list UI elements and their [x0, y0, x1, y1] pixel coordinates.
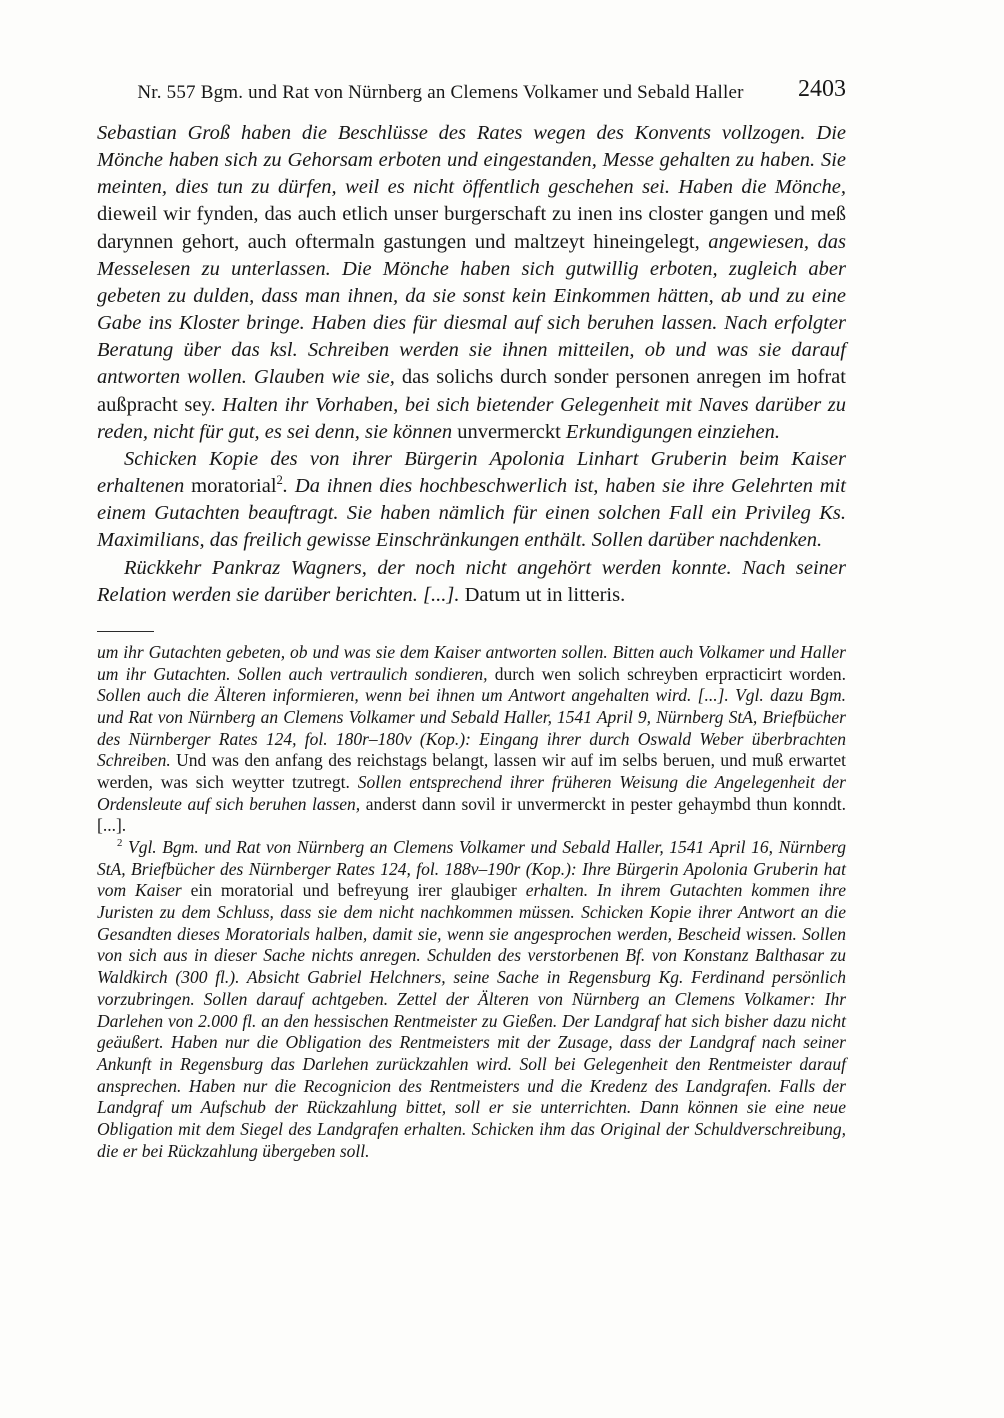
footnotes-block: [97, 642, 846, 1163]
footnote-separator: [97, 631, 154, 632]
body-paragraph: Sebastian Groß haben die Beschlüsse des Rates wegen des Konvents vollzogen. Die Mönche haben sich zu Gehorsam erboten und eingestanden, Messe gehalten zu haben. Sie meinten, dies tun zu dürfen, weil es nicht öffentlich geschehen sei. Haben die Mönche, dieweil wir fynden, das auch etlich unser burgerschaft zu inen ins closter gangen und meß darynnen gehort, auch oftermaln gastungen und maltzeyt hineingelegt, angewiesen, das Messelesen zu unterlassen. Die Mönche haben sich gutwillig erboten, zugleich aber gebeten zu dulden, dass man ihnen, da sie sonst kein Einkommen hätten, ab und zu eine Gabe ins Kloster bringe. Haben dies für diesmal auf sich beruhen lassen. Nach erfolgter Beratung über das ksl. Schreiben werden sie ihnen mitteilen, ob und was sie darauf antworten wollen. Glauben wie sie, das solichs durch sonder personen anregen im hofrat außpracht sey. Halten ihr Vorhaben, bei sich bietender Gelegenheit mit Naves darüber zu reden, nicht für gut, es sei denn, sie können unvermerckt Erkundigungen einziehen.: [97, 122, 847, 443]
body-paragraph: Schicken Kopie des von ihrer Bürgerin Apolonia Linhart Gruberin beim Kaiser erhaltenen moratorial$^2$. Da ihnen dies hochbeschwerlich ist, haben sie ihre Gelehrten mit einem Gutachten beauftragt. Sie haben nämlich für einen solchen Fall ein Privileg Ks. Maximilians, das freilich gewisse Einschränkungen enthält. Sollen darüber nachdenken.: [97, 447, 846, 552]
main-text: [97, 120, 846, 609]
running-header: [97, 76, 846, 110]
running-header-title: Nr. 557 Bgm. und Rat von Nürnberg an Clemens Volkamer und Sebald Haller: [137, 82, 744, 103]
footnote-2: $^2$ Vgl. Bgm. und Rat von Nürnberg an Clemens Volkamer und Sebald Haller, 1541 April 16, Nürnberg StA, Briefbücher des Nürnberger Rates 124, fol. 188v–190r (Kop.): Ihre Bürgerin Apolonia Gruberin hat vom Kaiser ein moratorial und befreyung irer glaubiger erhalten. In ihrem Gutachten kommen ihre Juristen zu dem Schluss, dass sie dem nicht nachkommen müssen. Schicken Kopie ihrer Antwort an die Gesandten dieses Moratorials halben, damit sie, wenn sie angesprochen werden, Bescheid wissen. Sollen von sich aus in dieser Sache nichts anregen. Schulden des verstorbenen Bf. von Konstanz Balthasar zu Waldkirch (300 fl.). Absicht Gabriel Helchners, seine Sache in Regensburg Kg. Ferdinand persönlich vorzubringen. Sollen darauf achtgeben. Zettel der Älteren von Nürnberg an Clemens Volkamer: Ihr Darlehen von 2.000 fl. an den hessischen Rentmeister zu Gießen. Der Landgraf hat sich bisher dazu nicht geäußert. Haben nur die Obligation des Rentmeisters mit der Zusage, dass der Landgraf nach seiner Ankunft in Regensburg das Darlehen zurückzahlen wird. Soll bei Gelegenheit den Rentmeister darauf ansprechen. Haben nur die Recognicion des Rentmeisters und die Kredenz des Landgrafen. Falls der Landgraf um Aufschub der Rückzahlung bittet, soll er sie unterrichten. Dann können sie eine neue Obligation mit dem Siegel des Landgrafen erhalten. Schicken ihm das Original der Schuldverschreibung, die er bei Rückzahlung übergeben soll.: [97, 837, 846, 1161]
body-paragraph: Rückkehr Pankraz Wagners, der noch nicht angehört werden konnte. Nach seiner Relation werden sie darüber berichten. [...]. Datum ut in litteris.: [97, 556, 846, 606]
footnote-continuation: um ihr Gutachten gebeten, ob und was sie dem Kaiser antworten sollen. Bitten auch Volkamer und Haller um ihr Gutachten. Sollen auch vertraulich sondieren, durch wen solich schreyben erpracticirt worden. Sollen auch die Älteren informieren, wenn bei ihnen um Antwort angehalten wird. [...]. Vgl. dazu Bgm. und Rat von Nürnberg an Clemens Volkamer und Sebald Haller, 1541 April 9, Nürnberg StA, Briefbücher des Nürnberger Rates 124, fol. 180r–180v (Kop.): Eingang ihrer durch Oswald Weber überbrachten Schreiben. Und was den anfang des reichstags belangt, lassen wir auf im selbs beruen, und muß erwartet werden, was sich weytter tzutregt. Sollen entsprechend ihrer früheren Weisung die Angelegenheit der Ordensleute auf sich beruhen lassen, anderst dann sovil ir unvermerckt in pester gehaymbd thun konndt. [...].: [97, 641, 846, 836]
page-number: 2403: [798, 76, 846, 102]
